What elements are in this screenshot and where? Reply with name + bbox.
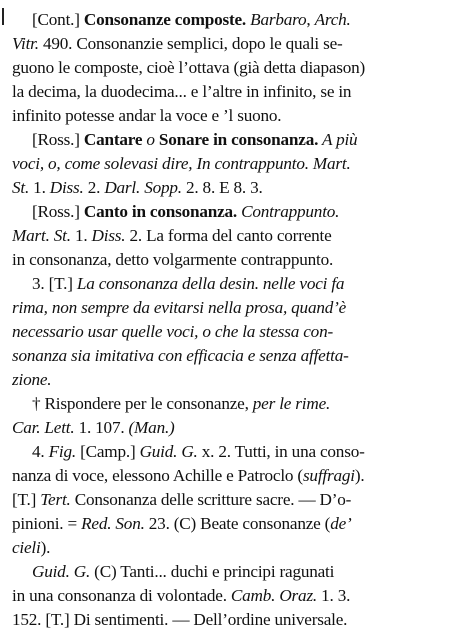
- text-line: [12, 80, 460, 104]
- text-segment: La consonanza della desin. nelle voci fa: [76, 274, 345, 293]
- text-segment: in consonanza, detto volgarmente contrappunto.: [12, 250, 334, 269]
- text-segment: Contrappunto.: [241, 202, 340, 221]
- text-line: [12, 176, 460, 200]
- text-segment: suffragi: [302, 466, 355, 485]
- text-segment: 2. 8. E 8. 3.: [181, 178, 263, 197]
- text-segment: [Camp.]: [75, 442, 140, 461]
- text-line: [12, 224, 460, 248]
- text-segment: 1.: [70, 226, 92, 245]
- text-line: [12, 200, 460, 224]
- text-segment: ).: [354, 466, 365, 485]
- text-segment: pinioni. =: [12, 514, 82, 533]
- text-segment: [Ross.]: [32, 130, 84, 149]
- text-line: [12, 272, 460, 296]
- text-segment: 1. 107.: [74, 418, 129, 437]
- text-line: [12, 296, 460, 320]
- text-segment: 152. [T.] Di sentimenti. — Dell’ordine universale.: [12, 610, 348, 629]
- text-segment: 2. La forma del canto corrente: [125, 226, 332, 245]
- text-segment: † Rispondere per le consonanze,: [32, 394, 253, 413]
- text-segment: in una consonanza di volontade.: [12, 586, 231, 605]
- text-line: [12, 584, 460, 608]
- text-segment: nanza di voce, elessono Achille e Patroclo (: [12, 466, 303, 485]
- text-segment: Consonanze composte.: [83, 10, 247, 29]
- text-segment: Barbaro: [250, 10, 307, 29]
- text-segment: Canto in consonanza.: [83, 202, 237, 221]
- text-line: [12, 560, 460, 584]
- text-segment: (C) Tanti... duchi e principi ragunati: [90, 562, 335, 581]
- text-segment: Camb. Oraz.: [230, 586, 318, 605]
- text-line: [12, 344, 460, 368]
- text-segment: ,: [306, 10, 315, 29]
- text-segment: 1.: [29, 178, 50, 197]
- text-line: [12, 416, 460, 440]
- text-line: [12, 56, 460, 80]
- text-segment: [Ross.]: [32, 202, 84, 221]
- text-segment: la decima, la duodecima... e l’altre in infinito, se in: [12, 82, 352, 101]
- text-segment: Car. Lett.: [12, 418, 75, 437]
- text-segment: Vitr.: [12, 34, 39, 53]
- text-segment: 1. 3.: [317, 586, 351, 605]
- text-segment: Guid. G.: [139, 442, 198, 461]
- text-segment: 3. [T.]: [32, 274, 77, 293]
- text-segment: rima, non sempre da evitarsi nella prosa, quand’è: [12, 298, 347, 317]
- text-line: [12, 32, 460, 56]
- text-segment: voci, o, come solevasi dire, In contrappunto. Mart.: [12, 154, 351, 173]
- entry-text: [12, 8, 460, 632]
- text-segment: 2.: [83, 178, 105, 197]
- text-segment: necessario usar quelle voci, o che la stessa con-: [12, 322, 333, 341]
- text-segment: St.: [12, 178, 30, 197]
- text-segment: x. 2. Tutti, in una conso-: [197, 442, 365, 461]
- text-segment: [T.]: [12, 490, 41, 509]
- text-line: [12, 440, 460, 464]
- text-segment: zione.: [12, 370, 52, 389]
- text-line: [12, 128, 460, 152]
- text-segment: Tert.: [40, 490, 71, 509]
- text-segment: infinito potesse andar la voce e ’l suono.: [12, 106, 282, 125]
- text-line: [12, 464, 460, 488]
- text-segment: per le rime.: [252, 394, 331, 413]
- margin-mark: [2, 8, 4, 25]
- text-segment: ).: [40, 538, 51, 557]
- text-segment: Consonanza delle scritture sacre. — D’o-: [70, 490, 352, 509]
- text-line: [12, 368, 460, 392]
- text-segment: (Man.): [128, 418, 175, 437]
- text-segment: Sonare in consonanza.: [158, 130, 319, 149]
- text-segment: Diss.: [49, 178, 84, 197]
- text-line: [12, 512, 460, 536]
- text-segment: Cantare: [83, 130, 143, 149]
- text-line: [12, 152, 460, 176]
- text-line: [12, 392, 460, 416]
- text-segment: de’: [330, 514, 352, 533]
- text-segment: 4.: [32, 442, 49, 461]
- text-segment: o: [142, 130, 159, 149]
- text-segment: 23. (C) Beate consonanze (: [144, 514, 331, 533]
- text-segment: Fig.: [48, 442, 76, 461]
- text-segment: Diss.: [91, 226, 126, 245]
- text-segment: sonanza sia imitativa con efficacia e senza affetta-: [12, 346, 349, 365]
- text-segment: cieli: [12, 538, 41, 557]
- text-segment: Guid. G.: [32, 562, 91, 581]
- text-line: [12, 488, 460, 512]
- text-line: [12, 248, 460, 272]
- text-segment: A più: [318, 130, 358, 149]
- text-segment: Arch.: [314, 10, 351, 29]
- text-line: [12, 104, 460, 128]
- text-segment: Mart. St.: [12, 226, 71, 245]
- text-line: [12, 320, 460, 344]
- text-line: [12, 536, 460, 560]
- text-segment: Red. Son.: [81, 514, 145, 533]
- text-segment: 490. Consonanzie semplici, dopo le quali se-: [38, 34, 343, 53]
- text-line: [12, 608, 460, 632]
- text-segment: [Cont.]: [32, 10, 84, 29]
- text-segment: guono le composte, cioè l’ottava (già detta diapason): [12, 58, 366, 77]
- text-line: [12, 8, 460, 32]
- text-segment: Darl. Sopp.: [104, 178, 182, 197]
